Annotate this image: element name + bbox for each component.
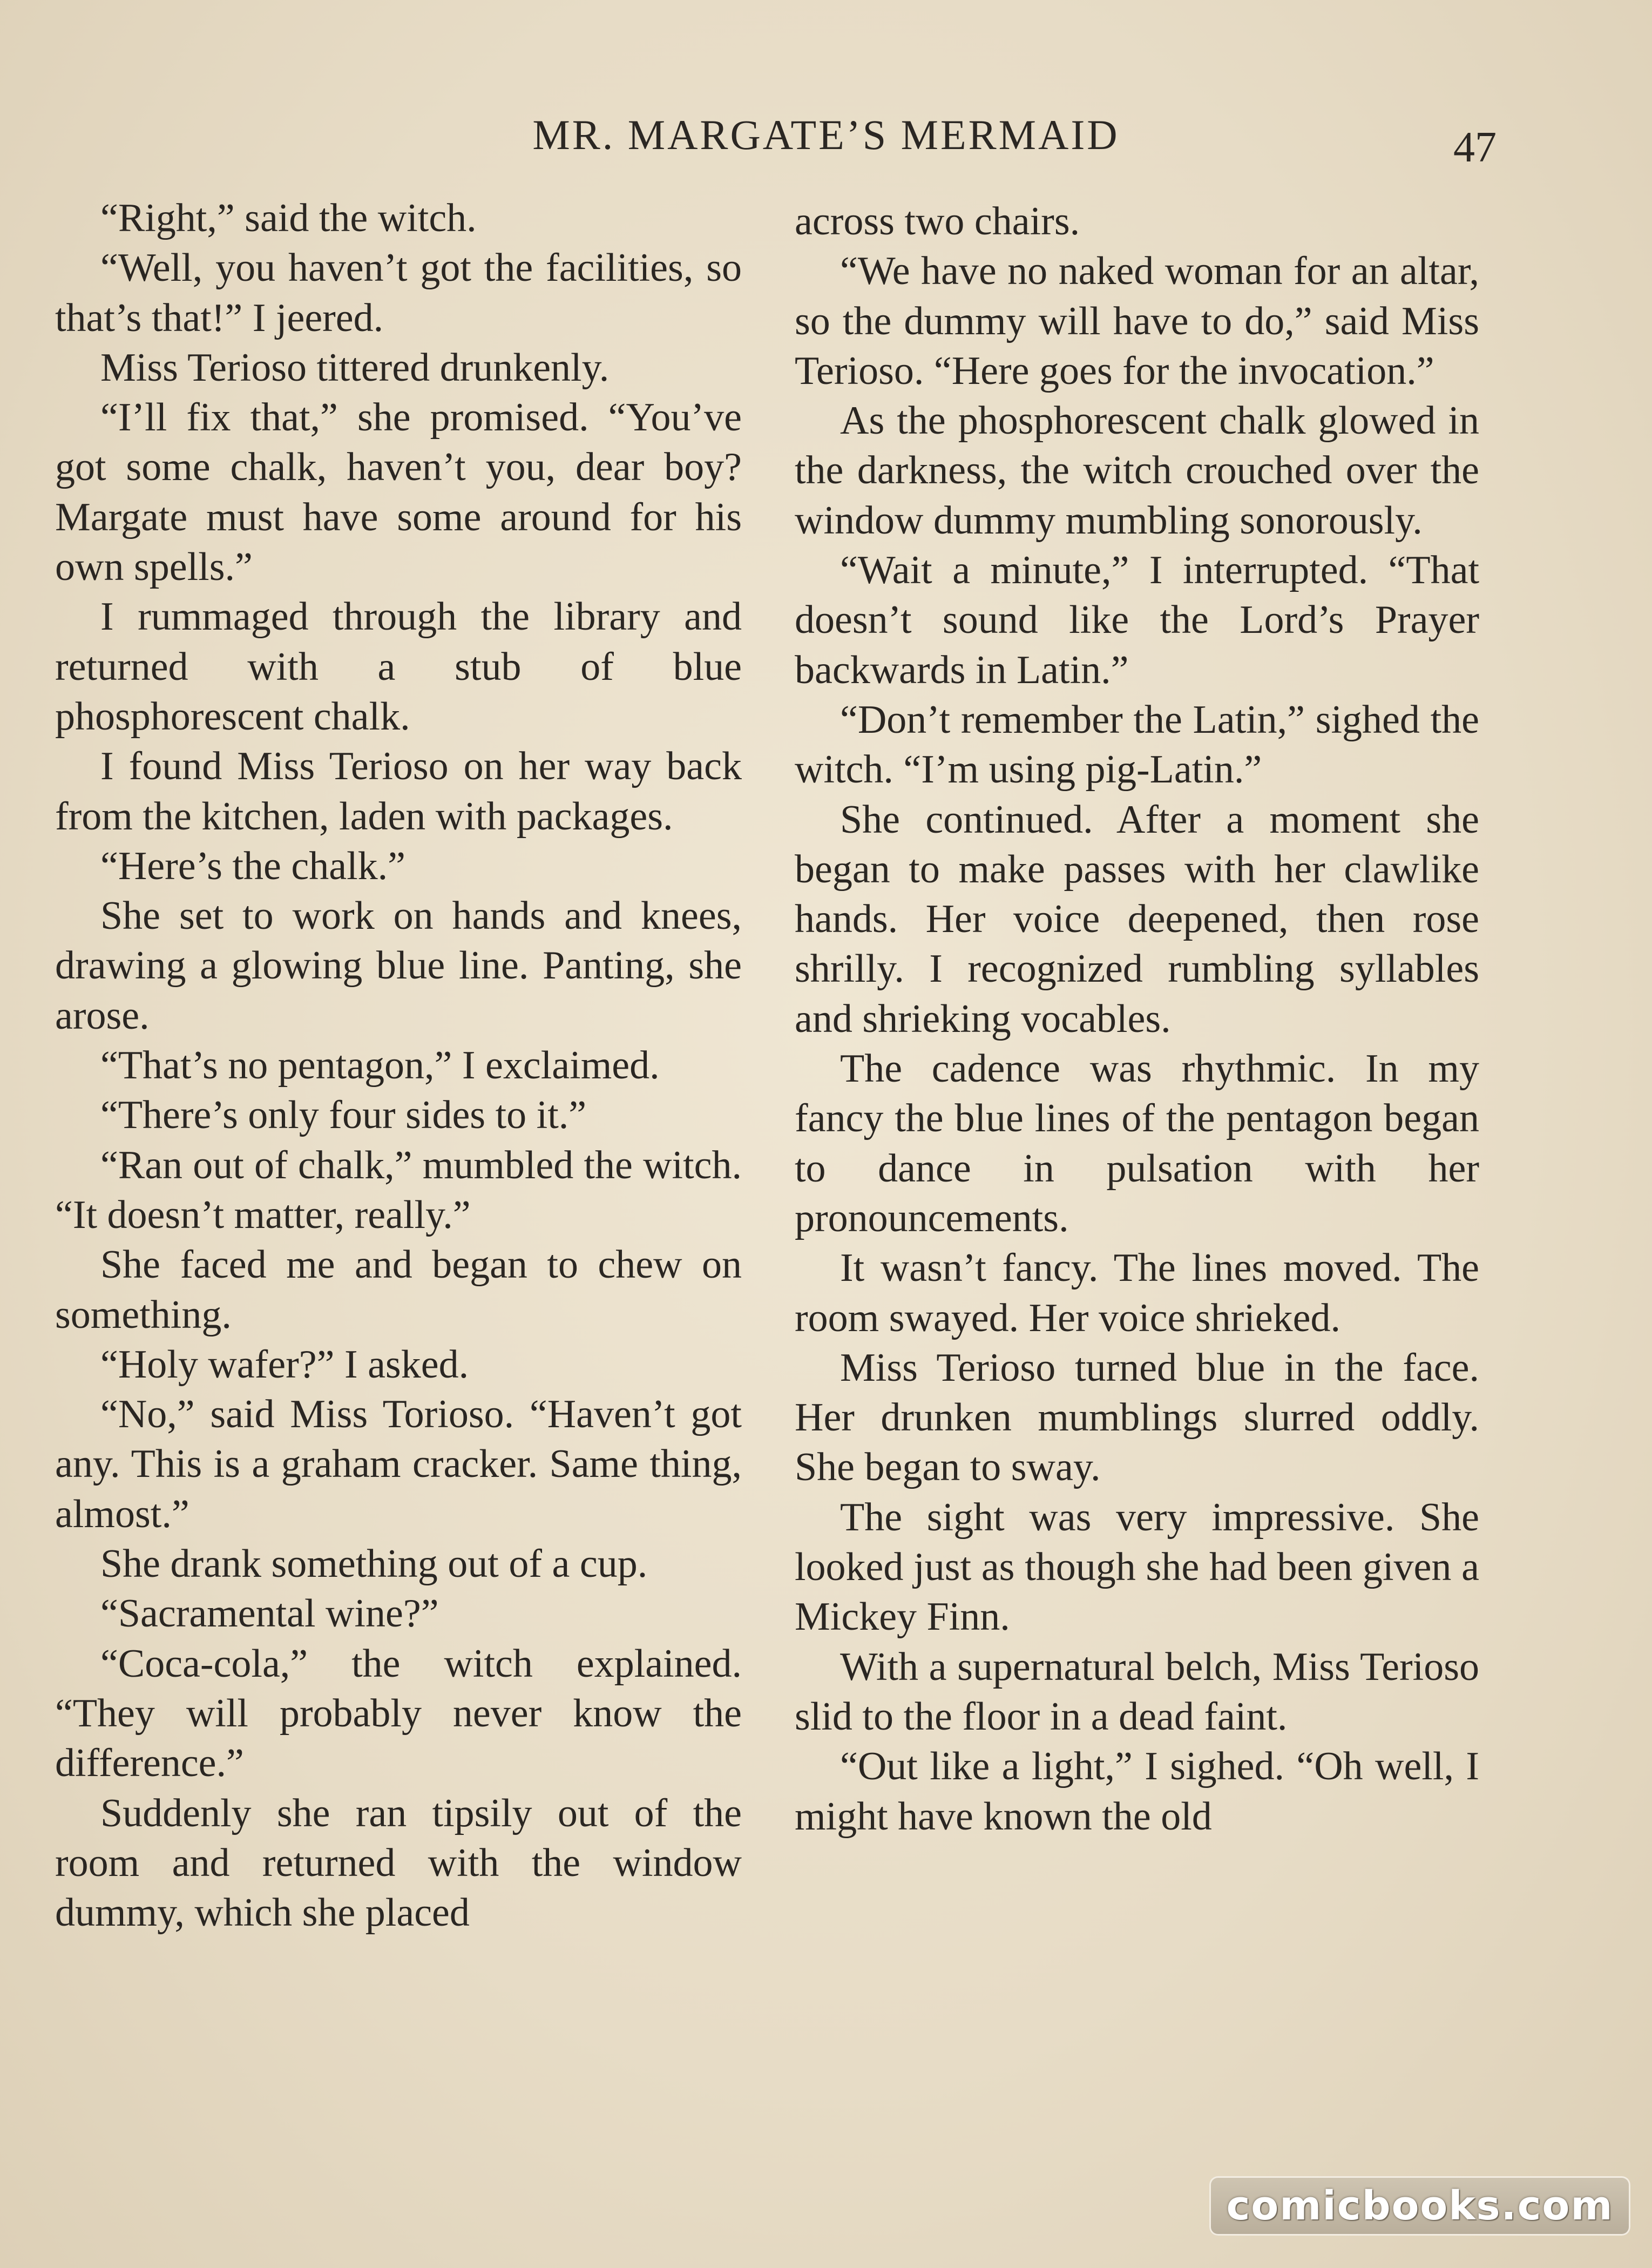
right-column	[795, 197, 1479, 1841]
paragraph: “Out like a light,” I sighed. “Oh well, I might have known the old	[795, 1744, 1479, 1839]
paragraph: With a supernatural belch, Miss Terioso slid to the floor in a dead faint.	[795, 1644, 1479, 1739]
paragraph: It wasn’t fancy. The lines moved. The room swayed. Her voice shrieked.	[795, 1246, 1479, 1340]
paragraph: Miss Terioso turned blue in the face. Her drunken mumblings slurred oddly. She began to sway.	[795, 1345, 1479, 1490]
paragraph: “Ran out of chalk,” mumbled the witch. “It doesn’t matter, really.”	[55, 1143, 742, 1237]
paragraph: “No,” said Miss Torioso. “Haven’t got any. This is a graham cracker. Same thing, almost.”	[55, 1392, 742, 1536]
paragraph: “We have no naked woman for an altar, so the dummy will have to do,” said Miss Terioso. “Here goes for the invocation.”	[795, 249, 1479, 393]
paragraph: She set to work on hands and knees, drawing a glowing blue line. Panting, she arose.	[55, 894, 742, 1038]
paragraph: “Right,” said the witch.	[100, 196, 477, 240]
watermark-logo: comicbooks.com	[1209, 2176, 1630, 2236]
paragraph: “Here’s the chalk.”	[100, 843, 405, 888]
paragraph-continued: across two chairs.	[795, 199, 1080, 244]
paragraph: She faced me and began to chew on something.	[55, 1243, 742, 1337]
paragraph: She continued. After a moment she began to make passes with her clawlike hands. Her voice deepened, then rose shrilly. I recognized rumbling syllables and shrieking vocables.	[795, 797, 1479, 1041]
paragraph: “Wait a minute,” I interrupted. “That doesn’t sound like the Lord’s Prayer backwards in Latin.”	[795, 548, 1479, 692]
paragraph: “Well, you haven’t got the facilities, so that’s that!” I jeered.	[55, 246, 742, 340]
paragraph: “Sacramental wine?”	[100, 1591, 439, 1636]
paragraph: “Holy wafer?” I asked.	[100, 1342, 469, 1387]
paragraph: Suddenly she ran tipsily out of the room and returned with the window dummy, which she placed	[55, 1791, 742, 1935]
left-column	[55, 193, 742, 1938]
page-number: 47	[1453, 124, 1497, 171]
paragraph: “There’s only four sides to it.”	[100, 1093, 587, 1138]
paragraph: “That’s no pentagon,” I exclaimed.	[100, 1043, 660, 1088]
paragraph: I found Miss Terioso on her way back from the kitchen, laden with packages.	[55, 744, 742, 839]
paragraph: As the phosphorescent chalk glowed in the darkness, the witch crouched over the window dummy mumbling sonorously.	[795, 399, 1479, 543]
paragraph: “Coca-cola,” the witch explained. “They will probably never know the difference.”	[55, 1641, 742, 1786]
paragraph: The sight was very impressive. She looked just as though she had been given a Mickey Finn.	[795, 1495, 1479, 1639]
paragraph: “Don’t remember the Latin,” sighed the witch. “I’m using pig-Latin.”	[795, 697, 1479, 792]
paragraph: Miss Terioso tittered drunkenly.	[100, 345, 610, 390]
running-title: MR. MARGATE’S MERMAID	[532, 111, 1120, 158]
paragraph: She drank something out of a cup.	[100, 1542, 648, 1587]
paragraph: I rummaged through the library and returned with a stub of blue phosphorescent chalk.	[55, 595, 742, 739]
paragraph: “I’ll fix that,” she promised. “You’ve got some chalk, haven’t you, dear boy? Margate must have some around for his own spells.”	[55, 395, 742, 590]
paragraph: The cadence was rhythmic. In my fancy the blue lines of the pentagon began to dance in pulsation with her pronouncements.	[795, 1047, 1479, 1240]
